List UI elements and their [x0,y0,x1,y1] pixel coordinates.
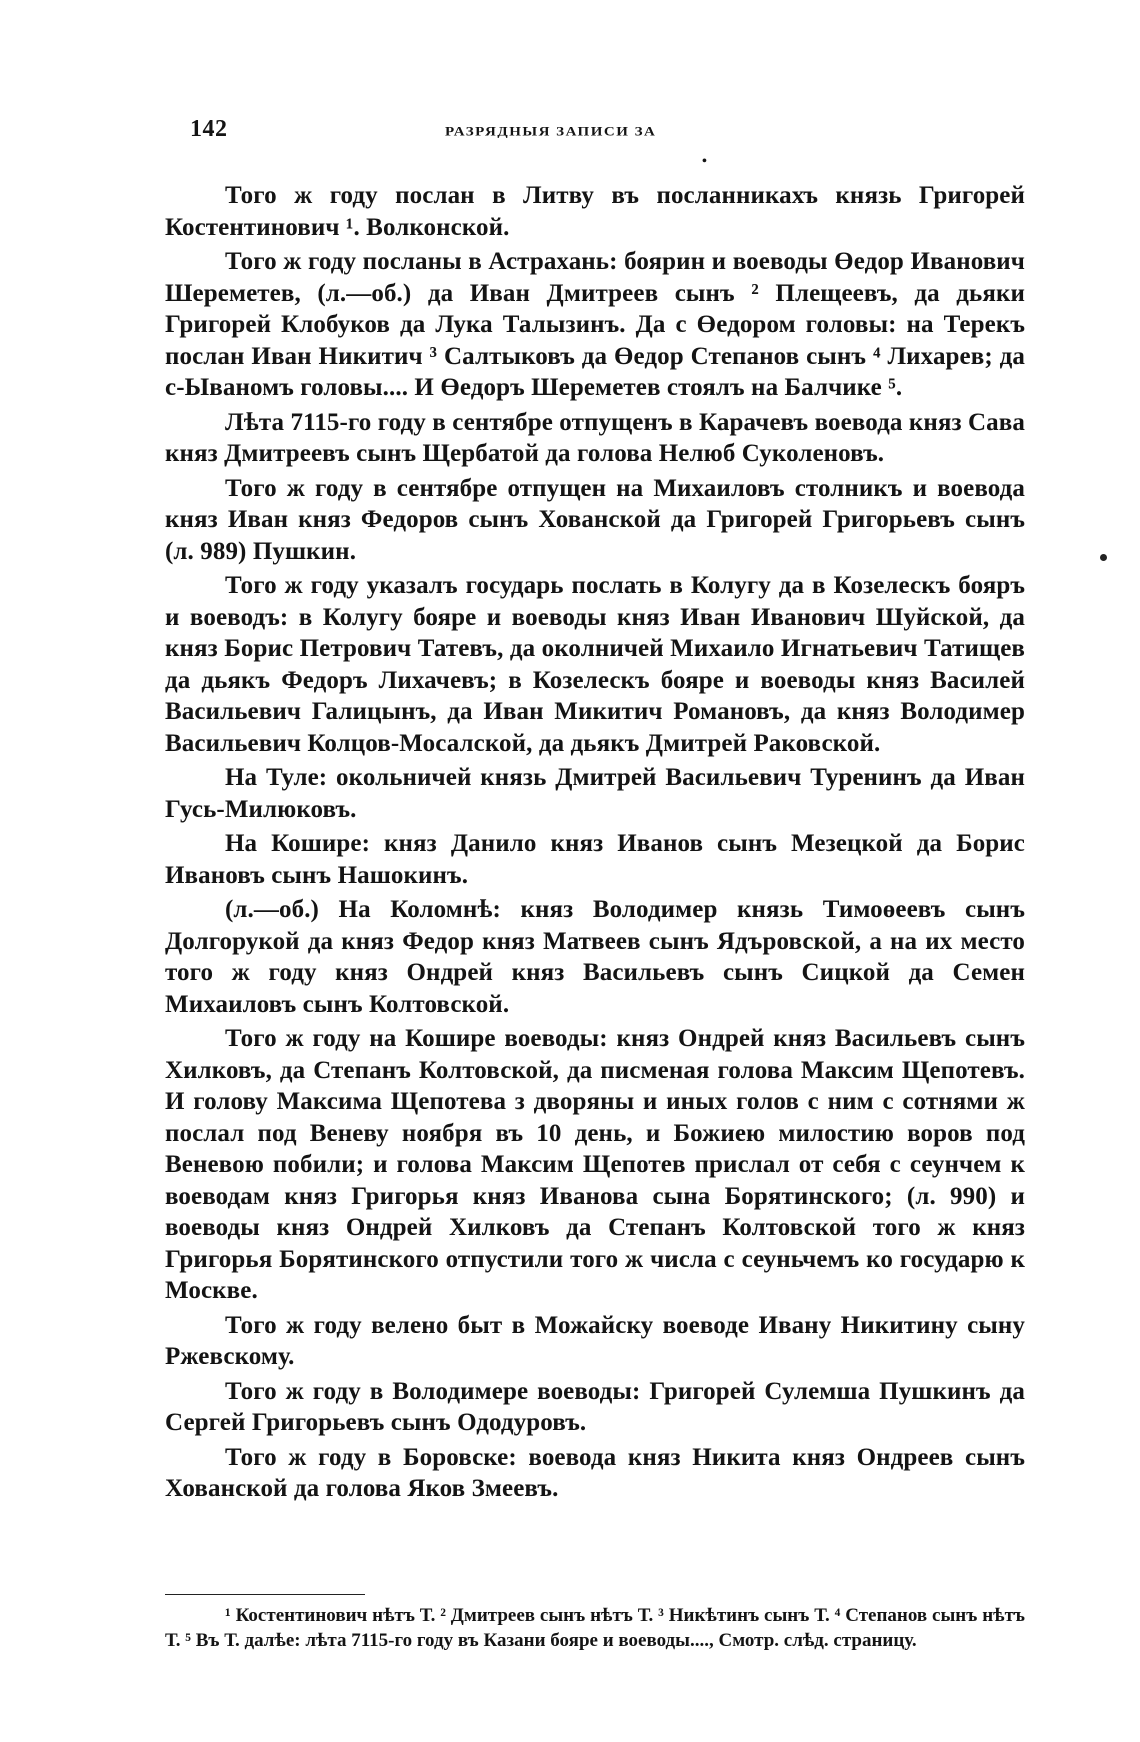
paragraph: На Туле: окольничей князь Дмитрей Васильевич Туренинъ да Иван Гусь-Милюковъ. [165,764,1025,823]
paragraph: На Кошире: княз Данило княз Иванов сынъ Мезецкой да Борис Ивановъ сынъ Нашокинъ. [165,830,1025,889]
paragraph: Того ж году велено быт в Можайску воеводе Ивану Никитину сыну Ржевскому. [165,1311,1025,1370]
page-number: 142 [190,116,228,142]
footnote-text: ¹ Костентинович нѣтъ Т. ² Дмитреев сынъ нѣтъ Т. ³ Никѣтинъ сынъ Т. ⁴ Степанов сынъ нѣтъ Т. ⁵ Въ Т. далѣе: лѣта 7115-го году въ Казани бояре и воеводы...., Смотр. слѣд. страницу. [165,1605,1025,1651]
paragraph: Того ж году в Боровске: воевода княз Никита княз Ондреев сынъ Хованской да голова Яков Змеевъ. [165,1443,1025,1502]
footnote-divider [165,1594,365,1595]
header-mark: • [702,154,707,169]
page-header [190,116,950,169]
paragraph: Того ж году посланы в Астрахань: боярин и воеводы Өедор Иванович Шереметев, (л.—об.) да Иван Дмитреев сынъ ² Плещеевъ, да дьяки Григорей Клобуков да Лука Талызинъ. Да с Өедором головы: на Терекъ послан Иван Никитич ³ Салтыковъ да Өедор Степанов сынъ ⁴ Лихарев; да с-Ываномъ головы.... И Өедоръ Шереметев стоялъ на Балчике ⁵. [165,248,1025,401]
paragraph: Того ж году в сентябре отпущен на Михаиловъ столникъ и воевода княз Иван княз Федоров сынъ Хованской да Григорей Григорьевъ сынъ (л. 989) Пушкин. [165,474,1025,565]
main-text [165,180,1025,1508]
paragraph: Лѣта 7115-го году в сентябре отпущенъ в Карачевъ воевода княз Сава княз Дмитреевъ сынъ Щербатой да голова Нелюб Суколеновъ. [165,408,1025,467]
paragraph: Того ж году в Володимере воеводы: Григорей Сулемша Пушкинъ да Сергей Григорьевъ сынъ Ододуровъ. [165,1377,1025,1436]
paragraph: Того ж году на Кошире воеводы: княз Ондрей княз Васильевъ сынъ Хилковъ, да Степанъ Колтовской, да писменая голова Максим Щепотевъ. И голову Максима Щепотева з дворяны и иных голов с ним с сотнями ж послал под Веневу ноября въ 10 день, и Божиею милостию воров под Веневою побили; и голова Максим Щепотев прислал от себя с сеунчем к воеводам княз Григорья княз Иванова сына Борятинского; (л. 990) и воеводы княз Ондрей Хилковъ да Степанъ Колтовской того ж княз Григорья Борятинского отпустили того ж числа с сеуньчемъ ко государю к Москве. [165,1025,1025,1304]
ink-speck [1100,554,1107,561]
footnotes [165,1603,1025,1653]
paragraph: Того ж году послан в Литву въ посланникахъ князь Григорей Костентинович ¹. Волконской. [165,182,1025,241]
paragraph: Того ж году указалъ государь послать в Колугу да в Козелескъ бояръ и воеводъ: в Колугу бояре и воеводы княз Иван Иванович Шуйской, да княз Борис Петрович Татевъ, да околничей Михаило Игнатьевич Татищев да дьякъ Федоръ Лихачевъ; в Козелескъ бояре и воеводы княз Василей Васильевич Галицынъ, да Иван Микитич Романовъ, да княз Володимер Васильевич Колцов-Мосалской, да дьякъ Дмитрей Раковской. [165,572,1025,757]
running-title: РАЗРЯДНЫЯ ЗАПИСИ ЗА [445,125,657,139]
paragraph: (л.—об.) На Коломнѣ: княз Володимер князь Тимоөеевъ сынъ Долгорукой да княз Федор княз Матвеев сынъ Ядъровской, а на их место того ж году княз Ондрей княз Васильевъ сынъ Сицкой да Семен Михаиловъ сынъ Колтовской. [165,896,1025,1018]
